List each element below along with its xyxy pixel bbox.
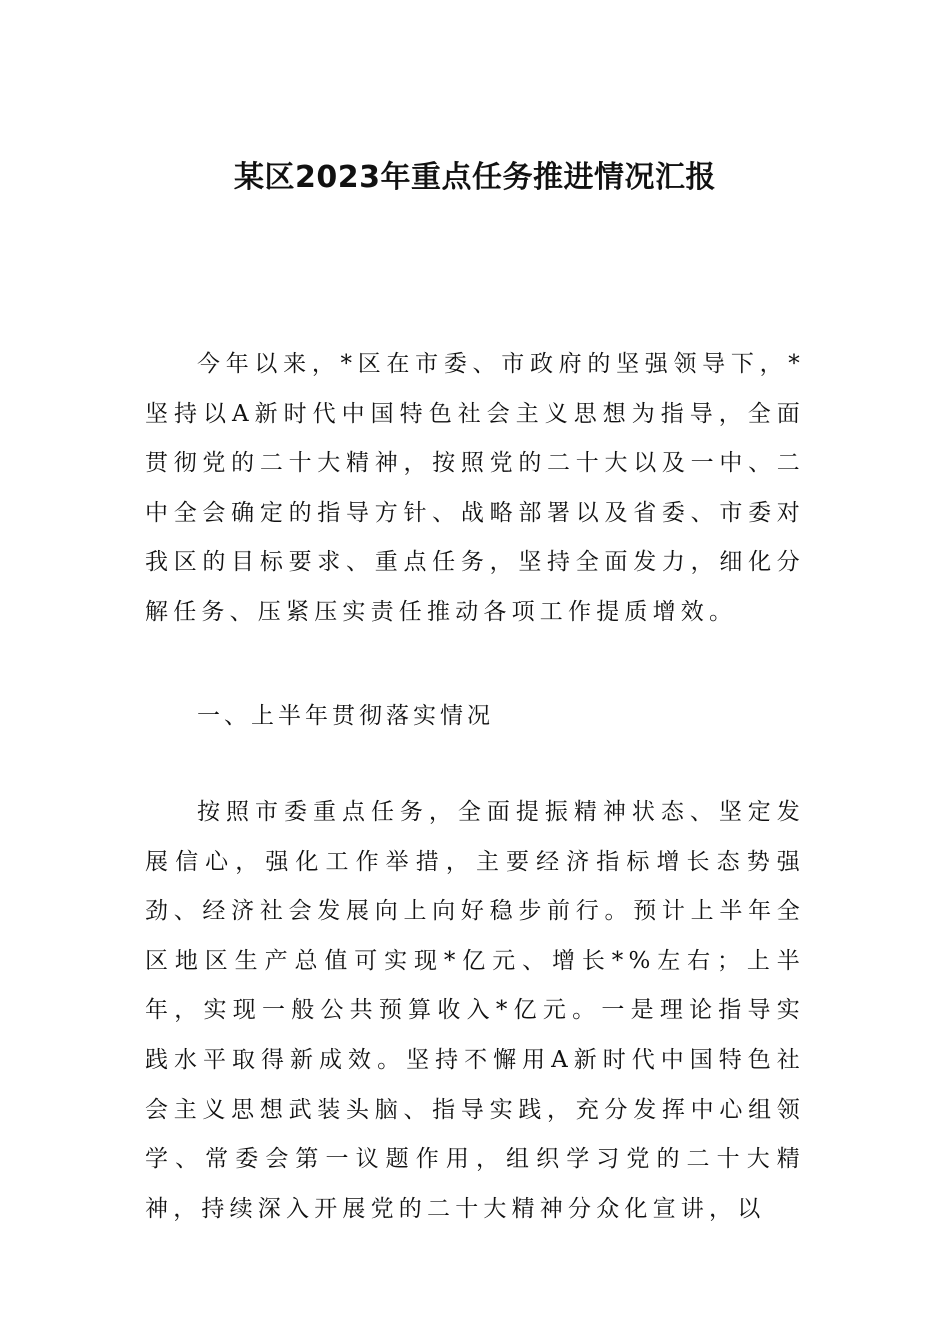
section-heading: 一、上半年贯彻落实情况 [197, 703, 494, 729]
document-title: 某区2023年重点任务推进情况汇报 [234, 160, 716, 195]
intro-paragraph: 今年以来，*区在市委、市政府的坚强领导下，*坚持以A新时代中国特色社会主义思想为指导，全面贯彻党的二十大精神，按照党的二十大以及一中、二中全会确定的指导方针、战略部署以及省委、市委对我区的目标要求、重点任务，坚持全面发力，细化分解任务、压紧压实责任推动各项工作提质增效。 [145, 351, 805, 625]
section-paragraph: 按照市委重点任务，全面提振精神状态、坚定发展信心，强化工作举措，主要经济指标增长态势强劲、经济社会发展向上向好稳步前行。预计上半年全区地区生产总值可实现*亿元、增长*%左右；上半年，实现一般公共预算收入*亿元。一是理论指导实践水平取得新成效。坚持不懈用A新时代中国特色社会主义思想武装头脑、指导实践，充分发挥中心组领学、常委会第一议题作用，组织学习党的二十大精神，持续深入开展党的二十大精神分众化宣讲，以 [145, 799, 805, 1222]
